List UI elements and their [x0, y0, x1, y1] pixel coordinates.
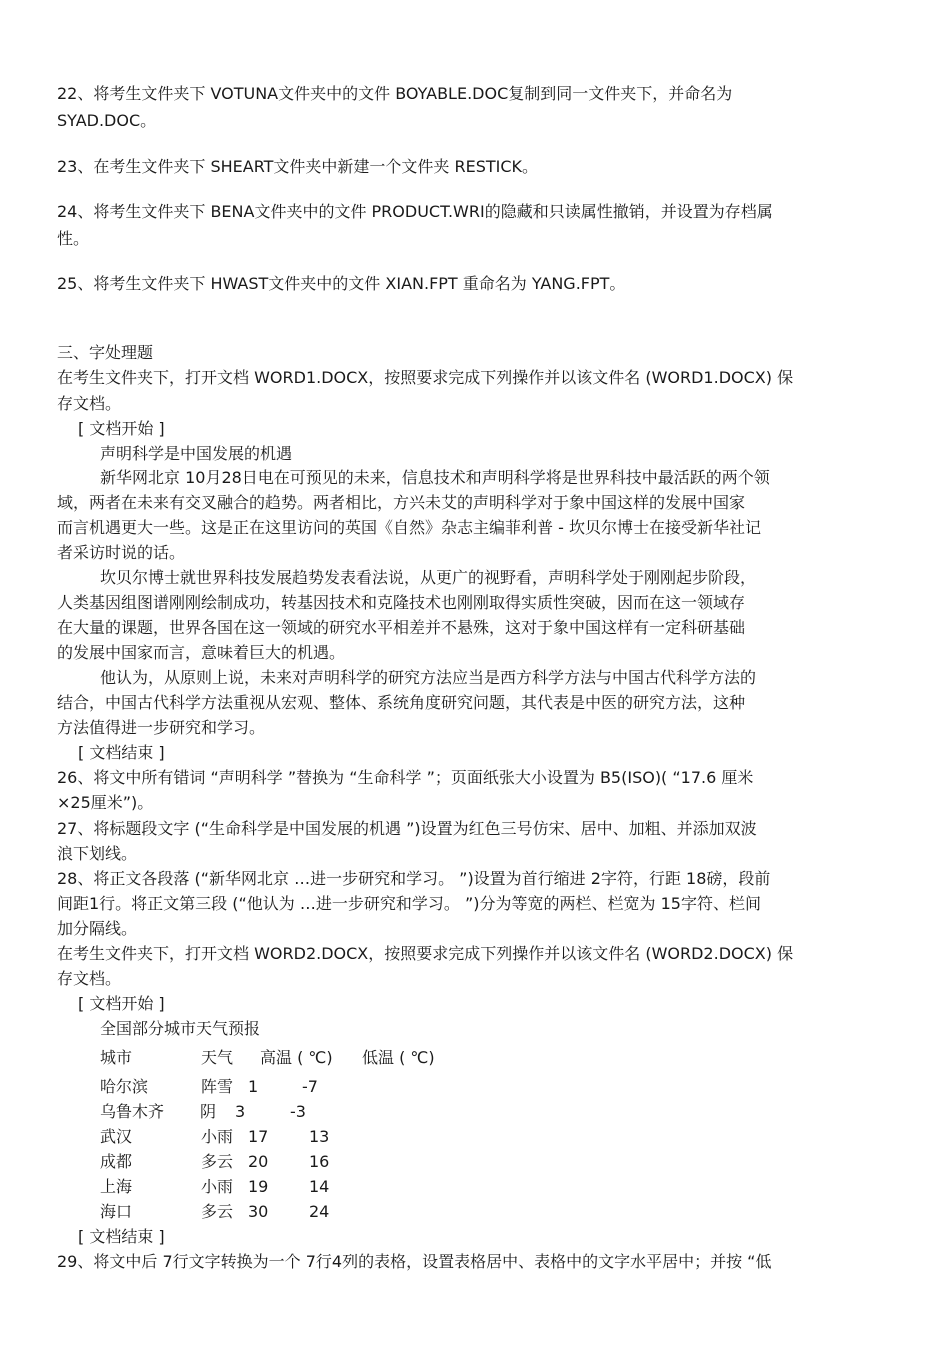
- weather-cell-high: 3: [235, 1102, 246, 1121]
- doc1-paragraph-line: 他认为，从原则上说，未来对声明科学的研究方法应当是西方科学方法与中国古代科学方法的: [100, 668, 757, 687]
- intro-1-line-2: 存文档。: [57, 394, 122, 413]
- weather-cell-city: 乌鲁木齐: [100, 1102, 165, 1121]
- weather-cell-low: 13: [309, 1127, 330, 1146]
- weather-cell-city: 武汉: [100, 1127, 133, 1146]
- doc1-start-marker: [ 文档开始 ]: [78, 419, 165, 438]
- question-24-line-1: 24、将考生文件夹下 BENA文件夹中的文件 PRODUCT.WRI的隐藏和只读属性撤销，并设置为存档属: [57, 202, 773, 221]
- question-24-line-2: 性。: [57, 229, 90, 248]
- question-26-line-2: ×25厘米”)。: [57, 793, 154, 812]
- question-27-line-1: 27、将标题段文字 (“生命科学是中国发展的机遇 ”)设置为红色三号仿宋、居中、加粗、并添加双波: [57, 819, 757, 838]
- weather-cell-city: 上海: [100, 1177, 133, 1196]
- weather-cell-low: 14: [309, 1177, 330, 1196]
- doc2-title: 全国部分城市天气预报: [100, 1019, 261, 1038]
- question-28-line-3: 加分隔线。: [57, 919, 138, 938]
- question-23: 23、在考生文件夹下 SHEART文件夹中新建一个文件夹 RESTICK。: [57, 157, 539, 176]
- doc1-paragraph-line: 的发展中国家而言，意味着巨大的机遇。: [57, 643, 346, 662]
- doc1-paragraph-line: 结合，中国古代科学方法重视从宏观、整体、系统角度研究问题，其代表是中医的研究方法，这种: [57, 693, 746, 712]
- doc1-title: 声明科学是中国发展的机遇: [100, 444, 293, 463]
- doc1-end-marker: [ 文档结束 ]: [78, 743, 165, 762]
- doc1-paragraph-line: 域，两者在未来有交叉融合的趋势。两者相比，方兴未艾的声明科学对于象中国这样的发展中国家: [57, 493, 746, 512]
- question-29: 29、将文中后 7行文字转换为一个 7行4列的表格，设置表格居中、表格中的文字水平居中；并按 “低: [57, 1252, 772, 1271]
- weather-cell-weather: 阴: [200, 1102, 217, 1121]
- weather-cell-weather: 阵雪: [201, 1077, 234, 1096]
- doc1-paragraph-line: 人类基因组图谱刚刚绘制成功，转基因技术和克隆技术也刚刚取得实质性突破，因而在这一领域存: [57, 593, 746, 612]
- intro-2-line-2: 存文档。: [57, 969, 122, 988]
- weather-header-weather: 天气: [201, 1048, 234, 1067]
- doc2-end-marker: [ 文档结束 ]: [78, 1227, 165, 1246]
- section-heading: 三、字处理题: [57, 343, 154, 362]
- doc2-start-marker: [ 文档开始 ]: [78, 994, 165, 1013]
- doc1-paragraph-line: 在大量的课题，世界各国在这一领域的研究水平相差并不悬殊，这对于象中国这样有一定科研基础: [57, 618, 746, 637]
- doc1-paragraph-line: 而言机遇更大一些。这是正在这里访问的英国《自然》杂志主编菲利普 - 坎贝尔博士在接受新华社记: [57, 518, 761, 537]
- question-28-line-2: 间距1行。将正文第三段 (“他认为 …进一步研究和学习。 ”)分为等宽的两栏、栏宽为 15字符、栏间: [57, 894, 761, 913]
- weather-cell-low: 24: [309, 1202, 330, 1221]
- weather-cell-city: 成都: [100, 1152, 133, 1171]
- question-26-line-1: 26、将文中所有错词 “声明科学 ”替换为 “生命科学 ”；页面纸张大小设置为 B5(ISO)( “17.6 厘米: [57, 768, 754, 787]
- weather-cell-weather: 多云: [201, 1202, 234, 1221]
- question-22-line-2: SYAD.DOC。: [57, 111, 157, 130]
- weather-cell-high: 17: [248, 1127, 269, 1146]
- weather-header-city: 城市: [100, 1048, 133, 1067]
- doc1-paragraph-line: 方法值得进一步研究和学习。: [57, 718, 266, 737]
- weather-cell-low: 16: [309, 1152, 330, 1171]
- weather-cell-high: 20: [248, 1152, 269, 1171]
- doc1-paragraph-line: 坎贝尔博士就世界科技发展趋势发表看法说，从更广的视野看，声明科学处于刚刚起步阶段，: [100, 568, 757, 587]
- weather-cell-weather: 多云: [201, 1152, 234, 1171]
- doc1-paragraph-line: 者采访时说的话。: [57, 543, 186, 562]
- question-27-line-2: 浪下划线。: [57, 844, 138, 863]
- weather-cell-high: 19: [248, 1177, 269, 1196]
- weather-cell-high: 1: [248, 1077, 259, 1096]
- question-22-line-1: 22、将考生文件夹下 VOTUNA文件夹中的文件 BOYABLE.DOC复制到同一文件夹下，并命名为: [57, 84, 733, 103]
- weather-cell-low: -3: [290, 1102, 306, 1121]
- weather-header-low: 低温 ( ℃): [362, 1048, 435, 1067]
- weather-cell-weather: 小雨: [201, 1177, 234, 1196]
- intro-1-line-1: 在考生文件夹下，打开文档 WORD1.DOCX，按照要求完成下列操作并以该文件名 (WORD1.DOCX) 保: [57, 368, 794, 387]
- weather-header-high: 高温 ( ℃): [260, 1048, 333, 1067]
- doc1-paragraph-line: 新华网北京 10月28日电在可预见的未来，信息技术和声明科学将是世界科技中最活跃的两个领: [100, 468, 770, 487]
- question-25: 25、将考生文件夹下 HWAST文件夹中的文件 XIAN.FPT 重命名为 YANG.FPT。: [57, 274, 626, 293]
- weather-cell-city: 哈尔滨: [100, 1077, 149, 1096]
- question-28-line-1: 28、将正文各段落 (“新华网北京 …进一步研究和学习。 ”)设置为首行缩进 2字符，行距 18磅，段前: [57, 869, 771, 888]
- weather-cell-weather: 小雨: [201, 1127, 234, 1146]
- intro-2-line-1: 在考生文件夹下，打开文档 WORD2.DOCX，按照要求完成下列操作并以该文件名 (WORD2.DOCX) 保: [57, 944, 794, 963]
- weather-cell-city: 海口: [100, 1202, 133, 1221]
- weather-cell-low: -7: [302, 1077, 318, 1096]
- weather-cell-high: 30: [248, 1202, 269, 1221]
